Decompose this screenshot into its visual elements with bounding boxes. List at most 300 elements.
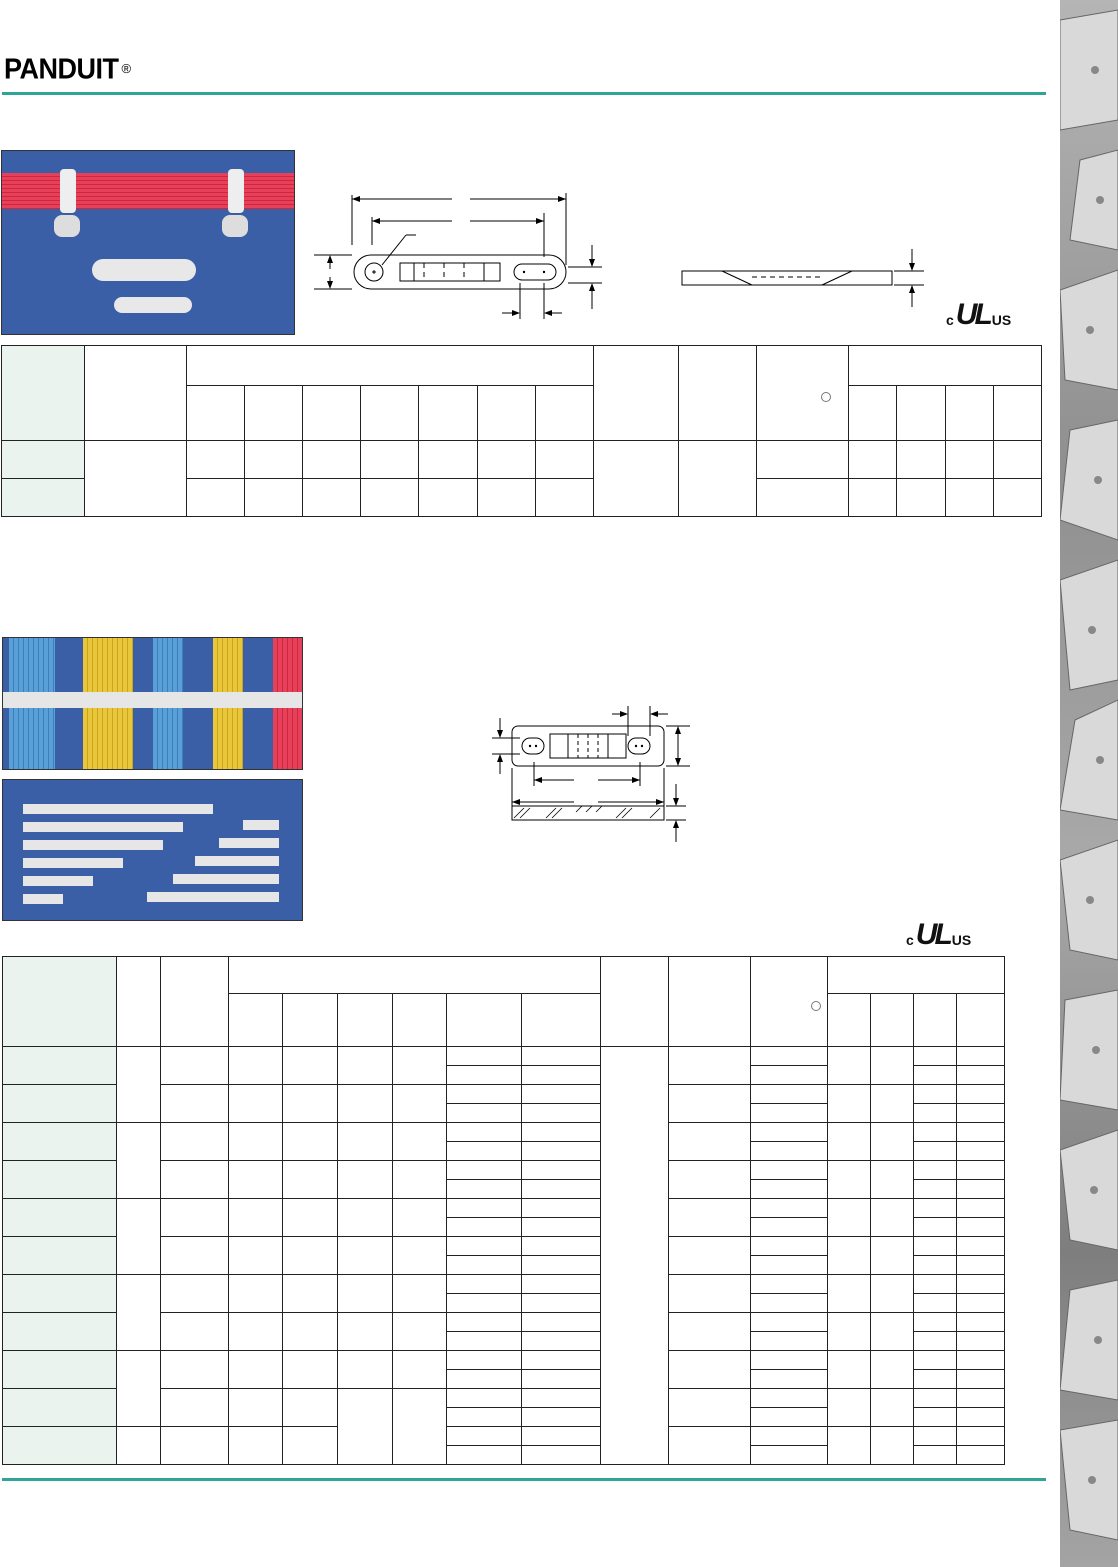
dim-cell: [393, 1237, 447, 1275]
pkg-cell: [957, 1332, 1005, 1351]
red-cable-bundle: [2, 173, 294, 209]
dim-cell: [393, 1313, 447, 1351]
dim-cell: [522, 1180, 601, 1199]
screw-size-cell: [601, 1047, 669, 1465]
header-dim: [187, 386, 245, 441]
dim-cell: [522, 1123, 601, 1142]
dim-cell: [283, 1237, 338, 1275]
dim-cell: [393, 1085, 447, 1123]
tie-width-cell: [669, 1085, 751, 1123]
dim-cell: [447, 1161, 522, 1180]
part-number-cell: [3, 1199, 117, 1237]
dim-cell: [522, 1085, 601, 1104]
pkg-cell: [914, 1370, 957, 1389]
pkg-cell: [897, 479, 945, 517]
dim-cell: [447, 1332, 522, 1351]
dim-cell: [447, 1180, 522, 1199]
pkg-cell: [957, 1370, 1005, 1389]
dim-cell: [522, 1351, 601, 1370]
length-cell: [117, 1275, 161, 1351]
pkg-cell: [957, 1180, 1005, 1199]
pkg-cell: [828, 1047, 871, 1085]
dim-cell: [187, 479, 245, 517]
pkg-cell: [914, 1427, 957, 1446]
header-pkg: [945, 386, 993, 441]
pkg-cell: [957, 1446, 1005, 1465]
pkg-cell: [914, 1446, 957, 1465]
dim-cell: [447, 1123, 522, 1142]
tie-width-cell: [669, 1427, 751, 1465]
length-cell: [117, 1351, 161, 1427]
plate-sample: [23, 894, 63, 904]
pkg-cell: [828, 1275, 871, 1313]
footer-rule: [2, 1478, 1046, 1481]
header-tie-width: [669, 957, 751, 1047]
description-cell: [85, 441, 187, 517]
ul-logo: UL: [955, 298, 990, 331]
header-reg-circle: [811, 1001, 821, 1011]
tie-width-cell: [669, 1047, 751, 1085]
plate-sample: [23, 804, 213, 814]
pkg-cell: [957, 1199, 1005, 1218]
part-number-cell: [2, 441, 85, 479]
description-cell: [161, 1085, 229, 1123]
pkg-cell: [828, 1085, 871, 1123]
dim-cell: [283, 1427, 338, 1465]
header-dim: [303, 386, 361, 441]
material-cell: [751, 1199, 828, 1218]
pkg-cell: [957, 1294, 1005, 1313]
dim-cell: [447, 1446, 522, 1465]
header-pkg: [914, 994, 957, 1047]
dim-cell: [522, 1237, 601, 1256]
plate-sample: [23, 876, 93, 886]
description-cell: [161, 1427, 229, 1465]
header-package-qty: [849, 346, 1042, 386]
header-description: [161, 957, 229, 1047]
dim-cell: [338, 1085, 393, 1123]
pkg-cell: [914, 1218, 957, 1237]
dim-cell: [522, 1294, 601, 1313]
part-number-cell: [3, 1313, 117, 1351]
pkg-cell: [914, 1104, 957, 1123]
mounting-plate-strip: [3, 692, 302, 708]
dim-cell: [393, 1389, 447, 1465]
material-cell: [751, 1275, 828, 1294]
pkg-cell: [957, 1408, 1005, 1427]
dim-cell: [187, 441, 245, 479]
brand-name: PANDUIT: [4, 53, 119, 85]
header-dim: [361, 386, 419, 441]
pkg-cell: [914, 1066, 957, 1085]
material-cell: [757, 441, 849, 479]
dim-cell: [447, 1351, 522, 1370]
pkg-cell: [957, 1275, 1005, 1294]
dim-cell: [229, 1085, 283, 1123]
tie-width-cell: [679, 441, 757, 517]
tie-width-cell: [669, 1275, 751, 1313]
dim-cell: [536, 479, 594, 517]
dim-cell: [361, 479, 419, 517]
photo-plate-assortment: [2, 779, 303, 921]
pkg-cell: [849, 479, 897, 517]
screw-size-cell: [594, 441, 679, 517]
tie-width-cell: [669, 1161, 751, 1199]
part-number-cell: [3, 1351, 117, 1389]
dim-cell: [522, 1066, 601, 1085]
tie-width-cell: [669, 1351, 751, 1389]
dim-cell: [393, 1047, 447, 1085]
description-cell: [161, 1275, 229, 1313]
material-cell: [751, 1389, 828, 1408]
dim-cell: [447, 1104, 522, 1123]
pkg-cell: [914, 1275, 957, 1294]
dim-cell: [419, 479, 478, 517]
ul-listed-mark: [906, 918, 972, 951]
dim-cell: [393, 1275, 447, 1313]
pkg-cell: [871, 1389, 914, 1427]
header-pkg: [993, 386, 1041, 441]
header-dim: [245, 386, 303, 441]
part-number-cell: [3, 1085, 117, 1123]
header-material: [751, 957, 828, 1047]
dim-cell: [447, 1389, 522, 1408]
header-package-qty: [828, 957, 1005, 994]
dim-cell: [283, 1199, 338, 1237]
material-cell: [751, 1351, 828, 1370]
pkg-cell: [828, 1237, 871, 1275]
dim-cell: [283, 1275, 338, 1313]
part-number-cell: [3, 1389, 117, 1427]
plate-sample: [23, 822, 183, 832]
pkg-cell: [828, 1427, 871, 1465]
dim-cell: [338, 1237, 393, 1275]
dim-cell: [478, 479, 536, 517]
spec-table-2: [2, 956, 1005, 1465]
ul-listed-mark: [946, 298, 1012, 331]
panduit-logo: [4, 50, 131, 84]
dim-cell: [229, 1427, 283, 1465]
pkg-cell: [914, 1256, 957, 1275]
description-cell: [161, 1123, 229, 1161]
header-rule: [2, 92, 1046, 95]
material-cell: [751, 1180, 828, 1199]
dim-cell: [522, 1408, 601, 1427]
header-dim: [478, 386, 536, 441]
plate-sample: [243, 820, 279, 830]
pkg-cell: [957, 1351, 1005, 1370]
dim-cell: [536, 441, 594, 479]
pkg-cell: [914, 1161, 957, 1180]
pkg-cell: [914, 1332, 957, 1351]
dim-cell: [447, 1408, 522, 1427]
pkg-cell: [957, 1123, 1005, 1142]
dim-cell: [245, 479, 303, 517]
side-decor-strip: [1060, 0, 1118, 1567]
dim-cell: [447, 1066, 522, 1085]
material-cell: [751, 1085, 828, 1104]
dim-cell: [229, 1237, 283, 1275]
part-number-cell: [3, 1123, 117, 1161]
ul-c: c: [906, 932, 914, 948]
material-cell: [751, 1066, 828, 1085]
material-cell: [751, 1123, 828, 1142]
header-screw-size: [601, 957, 669, 1047]
pkg-cell: [945, 479, 993, 517]
dim-cell: [447, 1085, 522, 1104]
mount-plate-large: [92, 259, 196, 281]
tie-width-cell: [669, 1389, 751, 1427]
material-cell: [751, 1104, 828, 1123]
cable-tie-mounts-decor: [1060, 0, 1118, 1567]
dim-cell: [283, 1351, 338, 1389]
brand-reg-mark: ®: [121, 61, 132, 76]
plate-sample: [147, 892, 279, 902]
pkg-cell: [914, 1313, 957, 1332]
pkg-cell: [957, 1142, 1005, 1161]
tie-width-cell: [669, 1237, 751, 1275]
dim-cell: [447, 1237, 522, 1256]
plate-dimension-diagram-1: [312, 185, 932, 325]
header-dim: [338, 994, 393, 1047]
mount-plate: [222, 215, 248, 237]
dim-cell: [283, 1085, 338, 1123]
cable-tie: [228, 169, 244, 213]
dim-cell: [447, 1275, 522, 1294]
tie-width-cell: [669, 1123, 751, 1161]
dim-cell: [522, 1199, 601, 1218]
description-cell: [161, 1047, 229, 1085]
dim-cell: [338, 1351, 393, 1389]
pkg-cell: [957, 1237, 1005, 1256]
pkg-cell: [993, 441, 1041, 479]
pkg-cell: [957, 1218, 1005, 1237]
header-pkg: [957, 994, 1005, 1047]
dim-cell: [522, 1427, 601, 1446]
pkg-cell: [914, 1237, 957, 1256]
header-dimensions: [229, 957, 601, 994]
dim-cell: [478, 441, 536, 479]
dim-cell: [229, 1313, 283, 1351]
material-cell: [751, 1256, 828, 1275]
pkg-cell: [914, 1389, 957, 1408]
description-cell: [161, 1237, 229, 1275]
header-dim: [536, 386, 594, 441]
pkg-cell: [828, 1351, 871, 1389]
dim-cell: [283, 1123, 338, 1161]
header-dim: [229, 994, 283, 1047]
dim-cell: [522, 1370, 601, 1389]
dim-cell: [303, 441, 361, 479]
dim-cell: [338, 1313, 393, 1351]
ul-logo: UL: [915, 918, 950, 951]
pkg-cell: [897, 441, 945, 479]
material-cell: [751, 1161, 828, 1180]
dim-cell: [522, 1142, 601, 1161]
dim-cell: [283, 1047, 338, 1085]
length-cell: [117, 1427, 161, 1465]
header-pkg: [897, 386, 945, 441]
description-cell: [161, 1199, 229, 1237]
dim-cell: [338, 1275, 393, 1313]
pkg-cell: [957, 1047, 1005, 1066]
part-number-cell: [2, 479, 85, 517]
pkg-cell: [828, 1313, 871, 1351]
header-dim: [522, 994, 601, 1047]
material-cell: [751, 1427, 828, 1446]
description-cell: [161, 1389, 229, 1427]
dim-cell: [393, 1123, 447, 1161]
header-dim: [419, 386, 478, 441]
header-pkg: [828, 994, 871, 1047]
pkg-cell: [914, 1294, 957, 1313]
material-cell: [757, 479, 849, 517]
pkg-cell: [871, 1275, 914, 1313]
header-screw-size: [594, 346, 679, 441]
header-dim: [283, 994, 338, 1047]
description-cell: [161, 1161, 229, 1199]
mount-plate-small: [114, 297, 192, 313]
description-cell: [161, 1313, 229, 1351]
material-cell: [751, 1237, 828, 1256]
header-dim: [447, 994, 522, 1047]
cable-tie: [60, 169, 76, 213]
pkg-cell: [828, 1161, 871, 1199]
dim-cell: [283, 1161, 338, 1199]
pkg-cell: [871, 1047, 914, 1085]
photo-bundles-on-plates: [2, 637, 303, 770]
dim-cell: [447, 1313, 522, 1332]
dim-cell: [338, 1123, 393, 1161]
dim-cell: [522, 1313, 601, 1332]
length-cell: [117, 1123, 161, 1199]
dim-cell: [522, 1161, 601, 1180]
header-dimensions: [187, 346, 594, 386]
plate-dimension-diagram-2: [490, 700, 700, 870]
material-cell: [751, 1446, 828, 1465]
dim-cell: [229, 1389, 283, 1427]
header-material: [757, 346, 849, 441]
ul-c: c: [946, 312, 954, 328]
pkg-cell: [914, 1408, 957, 1427]
dim-cell: [522, 1275, 601, 1294]
material-cell: [751, 1294, 828, 1313]
dim-cell: [522, 1047, 601, 1066]
pkg-cell: [993, 479, 1041, 517]
length-cell: [117, 1199, 161, 1275]
plate-sample: [23, 858, 123, 868]
ul-us: US: [991, 312, 1012, 328]
dim-cell: [229, 1351, 283, 1389]
plate-sample: [173, 874, 279, 884]
pkg-cell: [871, 1427, 914, 1465]
pkg-cell: [871, 1351, 914, 1389]
pkg-cell: [957, 1085, 1005, 1104]
dim-cell: [229, 1123, 283, 1161]
dim-cell: [522, 1256, 601, 1275]
pkg-cell: [849, 441, 897, 479]
pkg-cell: [957, 1389, 1005, 1408]
material-cell: [751, 1332, 828, 1351]
dim-cell: [419, 441, 478, 479]
dim-cell: [338, 1161, 393, 1199]
pkg-cell: [828, 1199, 871, 1237]
length-cell: [117, 1047, 161, 1123]
header-reg-circle: [821, 392, 831, 402]
part-number-cell: [3, 1237, 117, 1275]
dim-cell: [338, 1389, 393, 1465]
dim-cell: [229, 1047, 283, 1085]
dim-cell: [245, 441, 303, 479]
pkg-cell: [957, 1256, 1005, 1275]
material-cell: [751, 1408, 828, 1427]
part-number-cell: [3, 1161, 117, 1199]
tie-width-cell: [669, 1313, 751, 1351]
pkg-cell: [871, 1085, 914, 1123]
dim-cell: [338, 1199, 393, 1237]
dim-cell: [522, 1446, 601, 1465]
plate-sample: [195, 856, 279, 866]
dim-cell: [338, 1047, 393, 1085]
header-part-number: [2, 346, 85, 441]
pkg-cell: [914, 1047, 957, 1066]
description-cell: [161, 1351, 229, 1389]
dim-cell: [447, 1218, 522, 1237]
dim-cell: [447, 1370, 522, 1389]
header-tie-width: [679, 346, 757, 441]
mount-plate: [54, 215, 80, 237]
dim-cell: [229, 1161, 283, 1199]
material-cell: [751, 1047, 828, 1066]
dim-cell: [522, 1332, 601, 1351]
pkg-cell: [914, 1351, 957, 1370]
spec-table-1: [1, 345, 1042, 517]
dim-cell: [393, 1199, 447, 1237]
dim-cell: [447, 1256, 522, 1275]
dim-cell: [229, 1199, 283, 1237]
tie-width-cell: [669, 1199, 751, 1237]
ul-us: US: [951, 932, 972, 948]
dim-cell: [229, 1275, 283, 1313]
dim-cell: [522, 1218, 601, 1237]
material-cell: [751, 1142, 828, 1161]
pkg-cell: [957, 1161, 1005, 1180]
pkg-cell: [914, 1199, 957, 1218]
dim-cell: [447, 1427, 522, 1446]
material-cell: [751, 1313, 828, 1332]
dim-cell: [303, 479, 361, 517]
pkg-cell: [871, 1313, 914, 1351]
dim-cell: [522, 1104, 601, 1123]
pkg-cell: [914, 1142, 957, 1161]
header-description: [85, 346, 187, 441]
pkg-cell: [945, 441, 993, 479]
pkg-cell: [828, 1123, 871, 1161]
material-cell: [751, 1370, 828, 1389]
header-length: [117, 957, 161, 1047]
pkg-cell: [957, 1427, 1005, 1446]
pkg-cell: [957, 1066, 1005, 1085]
header-pkg: [871, 994, 914, 1047]
pkg-cell: [914, 1180, 957, 1199]
dim-cell: [283, 1389, 338, 1427]
pkg-cell: [828, 1389, 871, 1427]
pkg-cell: [871, 1199, 914, 1237]
pkg-cell: [914, 1123, 957, 1142]
dim-cell: [393, 1161, 447, 1199]
dim-cell: [447, 1047, 522, 1066]
pkg-cell: [871, 1161, 914, 1199]
